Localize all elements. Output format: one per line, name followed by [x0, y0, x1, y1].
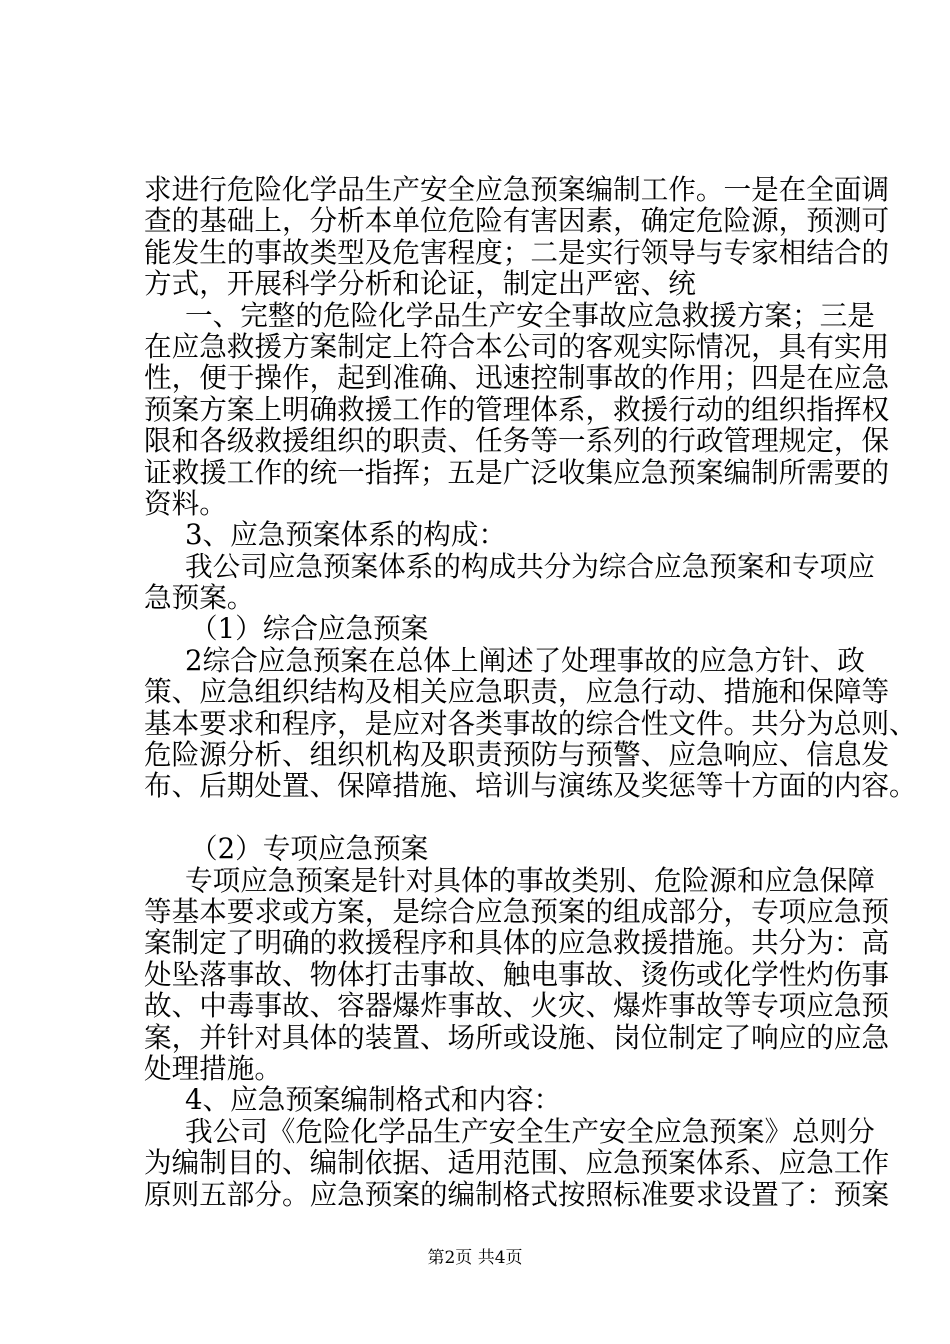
- text-line: 一、完整的危险化学品生产安全事故应急救援方案；三是: [185, 298, 875, 332]
- blank-line: [144, 802, 834, 833]
- text-line: 专项应急预案是针对具体的事故类别、危险源和应急保障: [185, 863, 875, 897]
- document-body: [144, 173, 917, 1211]
- text-line: 等基本要求或方案，是综合应急预案的组成部分，专项应急预: [144, 894, 890, 928]
- text-line: 故、中毒事故、容器爆炸事故、火灾、爆炸事故等专项应急预: [144, 989, 890, 1023]
- text-line: 性，便于操作，起到准确、迅速控制事故的作用；四是在应急: [144, 361, 890, 395]
- text-line: 能发生的事故类型及危害程度；二是实行领导与专家相结合的: [144, 235, 890, 269]
- text-line: 基本要求和程序，是应对各类事故的综合性文件。共分为总则、: [144, 706, 917, 740]
- text-line: 查的基础上，分析本单位危险有害因素，确定危险源，预测可: [144, 204, 890, 238]
- text-line: 为编制目的、编制依据、适用范围、应急预案体系、应急工作: [144, 1146, 890, 1180]
- page-number-footer: 第2页 共4页: [427, 1248, 523, 1268]
- text-line: 策、应急组织结构及相关应急职责，应急行动、措施和保障等: [144, 675, 890, 709]
- subsection-heading: （2）专项应急预案: [190, 832, 429, 866]
- text-line: 我公司《危险化学品生产安全生产安全应急预案》总则分: [185, 1114, 875, 1148]
- text-line: 预案方案上明确救援工作的管理体系，救援行动的组织指挥权: [144, 392, 890, 426]
- text-line: 处坠落事故、物体打击事故、触电事故、烫伤或化学性灼伤事: [144, 957, 890, 991]
- text-line: 急预案。: [144, 581, 255, 615]
- text-line: 在应急救援方案制定上符合本公司的客观实际情况，具有实用: [144, 329, 890, 363]
- text-line: 危险源分析、组织机构及职责预防与预警、应急响应、信息发: [144, 738, 890, 772]
- section-heading: 4、应急预案编制格式和内容：: [185, 1083, 562, 1117]
- text-line: 2综合应急预案在总体上阐述了处理事故的应急方针、政: [185, 643, 865, 677]
- text-line: 案制定了明确的救援程序和具体的应急救援措施。共分为：高: [144, 926, 890, 960]
- text-line: 资料。: [144, 486, 227, 520]
- text-line: 我公司应急预案体系的构成共分为综合应急预案和专项应: [185, 549, 875, 583]
- text-line: 求进行危险化学品生产安全应急预案编制工作。一是在全面调: [144, 173, 890, 206]
- text-line: 方式，开展科学分析和论证，制定出严密、统: [144, 267, 696, 301]
- text-line: 布、后期处置、保障措施、培训与演练及奖惩等十方面的内容。: [144, 769, 917, 803]
- text-line: 限和各级救援组织的职责、任务等一系列的行政管理规定，保: [144, 424, 890, 458]
- text-line: 处理措施。: [144, 1051, 282, 1085]
- text-line: 原则五部分。应急预案的编制格式按照标准要求设置了：预案: [144, 1177, 890, 1211]
- section-heading: 3、应急预案体系的构成：: [185, 518, 507, 552]
- text-line: 证救援工作的统一指挥；五是广泛收集应急预案编制所需要的: [144, 455, 890, 489]
- text-line: 案，并针对具体的装置、场所或设施、岗位制定了响应的应急: [144, 1020, 890, 1054]
- subsection-heading: （1）综合应急预案: [190, 612, 429, 646]
